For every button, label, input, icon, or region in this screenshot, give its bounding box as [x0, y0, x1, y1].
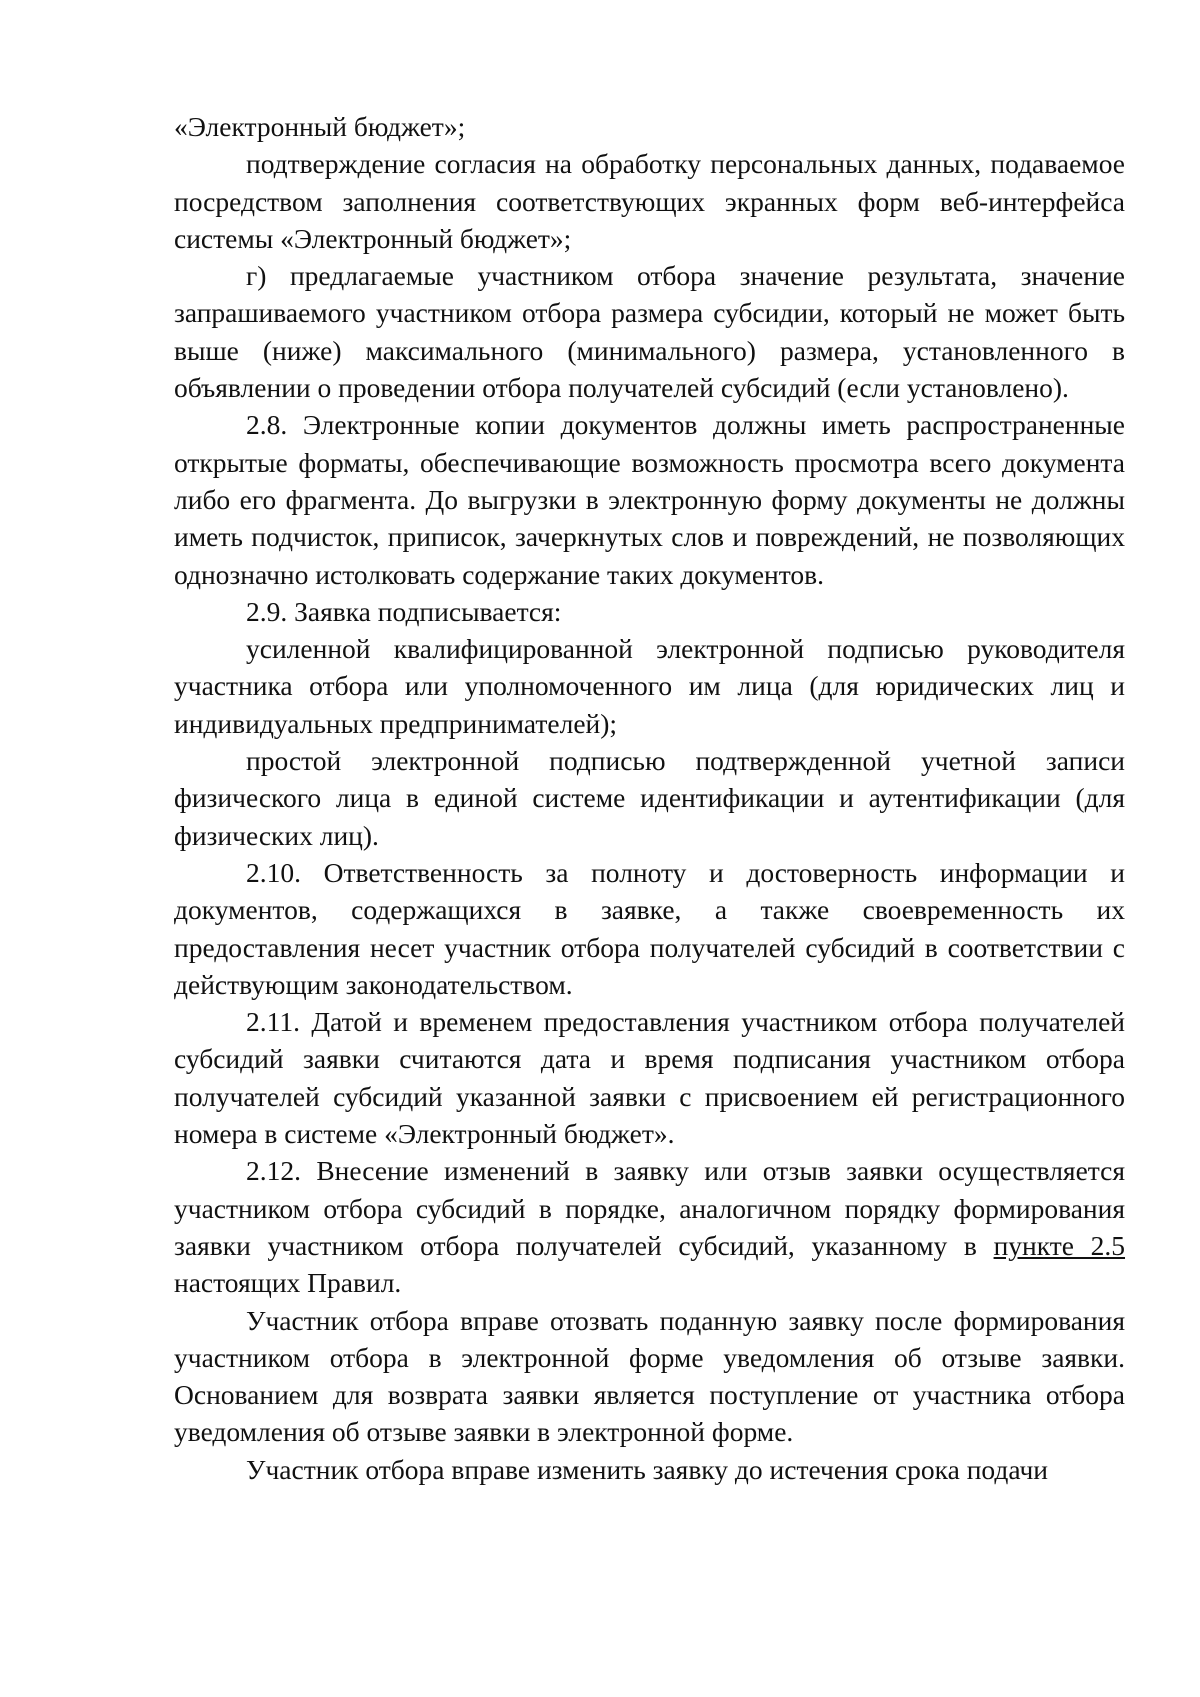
paragraph-consent: подтверждение согласия на обработку персональных данных, подаваемое посредством заполнения соответствующих экранных форм веб-интерфейса системы «Электронный бюджет»; — [174, 148, 1125, 254]
paragraph-2-10: 2.10. Ответственность за полноту и достоверность информации и документов, содержащихся в заявке, а также своевременность их предоставления несет участник отбора получателей субсидий в соответствии с действующим законодательством. — [174, 856, 1125, 1000]
paragraph-g-result: г) предлагаемые участником отбора значение результата, значение запрашиваемого участником отбора размера субсидии, который не может быть выше (ниже) максимального (минимального) размера, установленного в объявлении о проведении отбора получателей субсидий (если установлено). — [174, 260, 1125, 404]
paragraph-simple-signature: простой электронной подписью подтвержденной учетной записи физического лица в единой системе идентификации и аутентификации (для физических лиц). — [174, 745, 1125, 851]
paragraph-change: Участник отбора вправе изменить заявку до истечения срока подачи — [246, 1453, 1049, 1485]
paragraph-2-8: 2.8. Электронные копии документов должны иметь распространенные открытые форматы, обеспечивающие возможность просмотра всего документа либо его фрагмента. До выгрузки в электронную форму документы не должны иметь подчисток, приписок, зачеркнутых слов и повреждений, не позволяющих однозначно истолковать содержание таких документов. — [174, 409, 1125, 590]
paragraph-2-12-text-after: настоящих Правил. — [174, 1267, 402, 1299]
paragraph-2-9: 2.9. Заявка подписывается: — [246, 595, 562, 627]
paragraph-withdraw: Участник отбора вправе отозвать поданную заявку после формирования участником отбора в электронной форме уведомления об отзыве заявки. Основанием для возврата заявки является поступление от участника отбора уведомления об отзыве заявки в электронной форме. — [174, 1304, 1125, 1448]
clause-2-5-link[interactable]: пункте 2.5 — [993, 1229, 1126, 1261]
paragraph-2-12-text-before: 2.12. Внесение изменений в заявку или отзыв заявки осуществляется участником отбора субсидий в порядке, аналогичном порядку формирования заявки участником отбора получателей субсидий, указанному в — [174, 1155, 1125, 1261]
paragraph-qualified-signature: усиленной квалифицированной электронной подписью руководителя участника отбора или уполномоченного им лица (для юридических лиц и индивидуальных предпринимателей); — [174, 633, 1125, 739]
document-page — [174, 108, 1125, 1488]
paragraph-2-11: 2.11. Датой и временем предоставления участником отбора получателей субсидий заявки считаются дата и время подписания участником отбора получателей субсидий указанной заявки с присвоением ей регистрационного номера в системе «Электронный бюджет». — [174, 1006, 1125, 1150]
paragraph-2-12 — [174, 1152, 1125, 1301]
paragraph-electronic-budget: «Электронный бюджет»; — [174, 111, 466, 142]
